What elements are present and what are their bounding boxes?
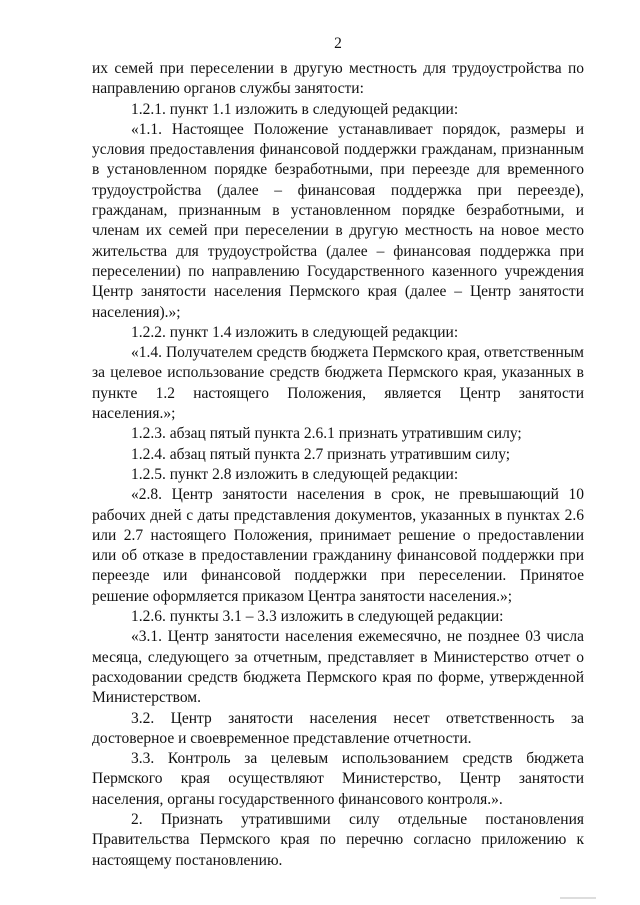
paragraph-1-2-6: 1.2.6. пункты 3.1 – 3.3 изложить в следующей редакции:	[131, 608, 504, 626]
paragraph-quote-2-8: «2.8. Центр занятости населения в срок, не превышающий 10 рабочих дней с даты представления документов, указанных в пунктах 2.6 или 2.7 настоящего Положения, принимает решение о предоставлении или об отказе в предоставлении гражданину финансовой поддержки при переезде или финансовой поддержки при переселении. Принятое решение оформляется приказом Центра занятости населения.»;	[92, 486, 584, 605]
paragraph-quote-1-4: «1.4. Получателем средств бюджета Пермского края, ответственным за целевое использование средств бюджета Пермского края, указанных в пункте 1.2 настоящего Положения, является Центр занятости населения.»;	[92, 344, 584, 423]
paragraph-quote-3-1: «3.1. Центр занятости населения ежемесячно, не позднее 03 числа месяца, следующего за отчетным, представляет в Министерство отчет о расходовании средств бюджета Пермского края по форме, утвержденной Министерством.	[92, 628, 584, 707]
paragraph-3-2: 3.2. Центр занятости населения несет ответственность за достоверное и своевременное представление отчетности.	[92, 709, 584, 747]
scan-mark	[560, 897, 596, 899]
paragraph-quote-1-1: «1.1. Настоящее Положение устанавливает порядок, размеры и условия предоставления финансовой поддержки гражданам, признанным в установленном порядке безработными, при переезде для временного трудоустройства (далее – финансовая поддержка при переезде), гражданам, признанным в установленном порядке безработными, и членам их семей при переселении в другую местность на новое место жительства для трудоустройства (далее – финансовая поддержка при переселении) по направлению Государственного казенного учреждения Центр занятости населения Пермского края (далее – Центр занятости населения).»;	[92, 120, 584, 321]
paragraph-3-3: 3.3. Контроль за целевым использованием средств бюджета Пермского края осуществляют Министерство, Центр занятости населения, органы государственного финансового контроля.».	[92, 750, 584, 808]
page-number: 2	[334, 35, 342, 52]
paragraph-1-2-3: 1.2.3. абзац пятый пункта 2.6.1 признать утратившим силу;	[131, 425, 522, 443]
paragraph-1-2-1: 1.2.1. пункт 1.1 изложить в следующей редакции:	[131, 100, 459, 118]
paragraph-2: 2. Признать утратившими силу отдельные постановления Правительства Пермского края по перечню согласно приложению к настоящему постановлению.	[92, 810, 584, 869]
paragraph-continuation: их семей при переселении в другую местность для трудоустройства по направлению органов службы занятости:	[92, 60, 584, 98]
paragraph-1-2-2: 1.2.2. пункт 1.4 изложить в следующей редакции:	[131, 323, 459, 341]
paragraph-1-2-5: 1.2.5. пункт 2.8 изложить в следующей редакции:	[131, 465, 459, 483]
document-body	[92, 59, 584, 871]
paragraph-1-2-4: 1.2.4. абзац пятый пункта 2.7 признать утратившим силу;	[131, 445, 511, 463]
